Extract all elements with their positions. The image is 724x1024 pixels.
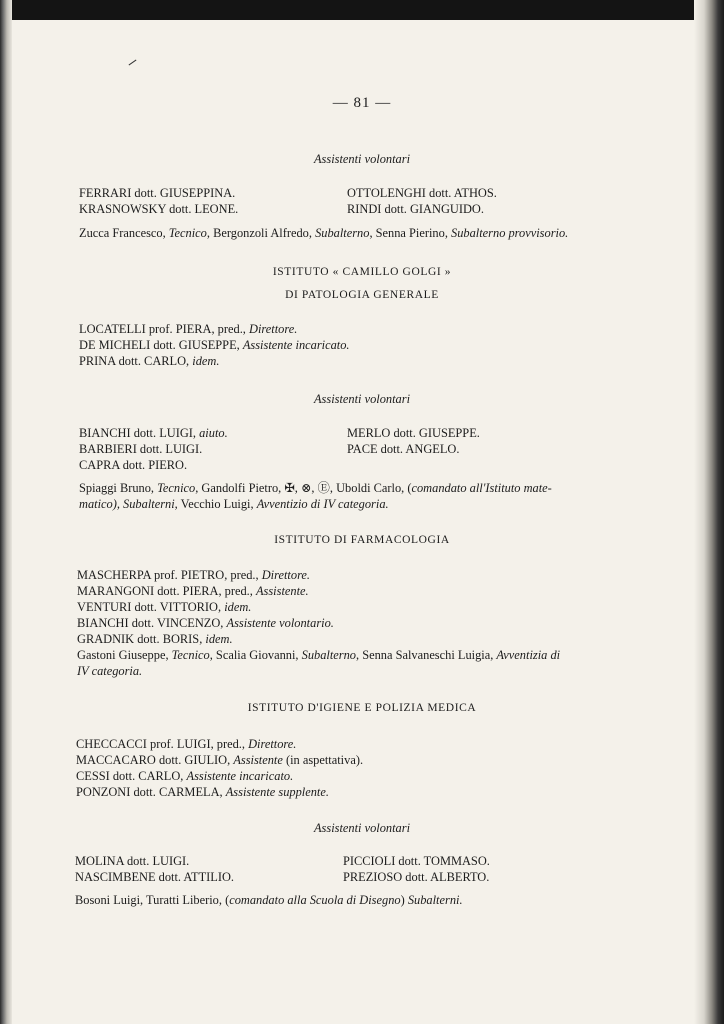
volunteer-left (79, 426, 228, 441)
page-number: — 81 — (332, 95, 392, 111)
italic-text: comandato alla Scuola di Disegno (229, 893, 401, 907)
volunteer-right: PICCIOLI dott. TOMMASO. (343, 854, 490, 868)
italic-text: comandato all'Istituto mate- (411, 481, 552, 495)
italic-text: Direttore. (248, 737, 297, 751)
text-segment: Zucca Francesco, (79, 226, 169, 240)
staff-entry (77, 632, 233, 647)
volunteer-left: FERRARI dott. GIUSEPPINA. (79, 186, 236, 200)
staff-entry (76, 753, 363, 768)
text-segment: PRINA dott. CARLO, (79, 354, 193, 368)
italic-text: Assistente incaricato. (242, 338, 350, 352)
staff-entry (77, 568, 310, 583)
text-segment: BIANCHI dott. LUIGI, (79, 426, 200, 440)
text-segment: MARANGONI dott. PIERA, pred., (77, 584, 256, 598)
volunteer-right: PACE dott. ANGELO. (347, 442, 460, 456)
text-segment: CHECCACCI prof. LUIGI, pred., (76, 737, 249, 751)
volunteer-right: RINDI dott. GIANGUIDO. (347, 202, 484, 216)
text-segment: Vecchio Luigi, (177, 497, 257, 511)
staff-line (77, 648, 560, 663)
pen-mark (129, 60, 137, 66)
volunteer-left: NASCIMBENE dott. ATTILIO. (75, 870, 235, 884)
italic-text: idem. (205, 632, 233, 646)
italic-text: Subalterni. (407, 893, 463, 907)
staff-line (79, 226, 568, 241)
staff-line (77, 664, 142, 679)
text-segment: MASCHERPA prof. PIETRO, pred., (77, 568, 262, 582)
italic-text: Avventizio di IV categoria. (256, 497, 389, 511)
italic-text: Assistente (233, 753, 283, 767)
institute-subtitle: DI PATOLOGIA GENERALE (285, 289, 439, 301)
staff-entry (79, 322, 297, 337)
text-segment: , Gandolfi Pietro, ✠, ⊗, Ⓔ, Uboldi Carlo, ( (195, 481, 412, 495)
text-segment: Gastoni Giuseppe, (77, 648, 172, 662)
text-segment: BARBIERI dott. LUIGI. (79, 442, 203, 456)
text-segment: CESSI dott. CARLO, (76, 769, 187, 783)
text-segment: LOCATELLI prof. PIERA, pred., (79, 322, 249, 336)
text-segment: GRADNIK dott. BORIS, (77, 632, 206, 646)
italic-text: Subalterno (315, 226, 370, 240)
text-segment: , Senna Pierino, (369, 226, 452, 240)
staff-entry (77, 616, 334, 631)
italic-text: IV categoria. (77, 664, 143, 678)
italic-text: Direttore. (261, 568, 311, 582)
volunteer-left (79, 458, 187, 473)
text-segment: Bosoni Luigi, Turatti Liberio, ( (75, 893, 230, 907)
italic-text: Tecnico (157, 481, 196, 495)
section-heading: Assistenti volontari (313, 821, 411, 835)
section-heading: Assistenti volontari (313, 392, 411, 406)
institute-title: ISTITUTO D'IGIENE E POLIZIA MEDICA (247, 702, 477, 714)
italic-text: Subalterno provvisorio. (451, 226, 569, 240)
italic-text: Direttore. (249, 322, 298, 336)
staff-entry (76, 785, 329, 800)
volunteer-right: MERLO dott. GIUSEPPE. (347, 426, 480, 440)
italic-text: Assistente supplente. (225, 785, 329, 799)
italic-text: matico), Subalterni, (79, 497, 178, 511)
italic-text: aiuto. (199, 426, 228, 440)
text-segment: , Scalia Giovanni, (209, 648, 302, 662)
volunteer-left: MOLINA dott. LUIGI. (75, 854, 190, 868)
italic-text: Subalterno (301, 648, 357, 662)
institute-title: ISTITUTO DI FARMACOLOGIA (274, 534, 450, 546)
text-segment: VENTURI dott. VITTORIO, (77, 600, 225, 614)
italic-text: Tecnico (168, 226, 207, 240)
text-segment: Spiaggi Bruno, (79, 481, 158, 495)
italic-text: Assistente. (255, 584, 309, 598)
volunteer-left (79, 442, 202, 457)
italic-text: Assistente incaricato. (186, 769, 294, 783)
staff-entry (76, 737, 296, 752)
staff-entry (79, 354, 219, 369)
italic-text: Avventizia di (496, 648, 561, 662)
italic-text: Tecnico (171, 648, 210, 662)
staff-entry (79, 338, 350, 353)
staff-entry (77, 584, 309, 599)
text-segment: , Bergonzoli Alfredo, (206, 226, 316, 240)
italic-text: Assistente volontario. (226, 616, 334, 630)
volunteer-right: OTTOLENGHI dott. ATHOS. (347, 186, 497, 200)
text-segment: , Senna Salvaneschi Luigia, (356, 648, 497, 662)
text-segment: DE MICHELI dott. GIUSEPPE, (79, 338, 243, 352)
staff-entry (76, 769, 293, 784)
text-segment: ) (400, 893, 408, 907)
section-heading: Assistenti volontari (313, 152, 411, 166)
italic-text: idem. (192, 354, 220, 368)
text-segment: MACCACARO dott. GIULIO, (76, 753, 234, 767)
text-segment: (in aspettativa). (282, 753, 364, 767)
staff-line (75, 893, 463, 908)
text-segment: BIANCHI dott. VINCENZO, (77, 616, 227, 630)
institute-title: ISTITUTO « CAMILLO GOLGI » (272, 266, 452, 278)
volunteer-left: KRASNOWSKY dott. LEONE. (79, 202, 239, 216)
text-segment: CAPRA dott. PIERO. (79, 458, 188, 472)
text-segment: PONZONI dott. CARMELA, (76, 785, 226, 799)
staff-entry (77, 600, 251, 615)
italic-text: idem. (224, 600, 252, 614)
staff-line (79, 481, 552, 496)
staff-line (79, 497, 389, 512)
volunteer-right: PREZIOSO dott. ALBERTO. (343, 870, 490, 884)
